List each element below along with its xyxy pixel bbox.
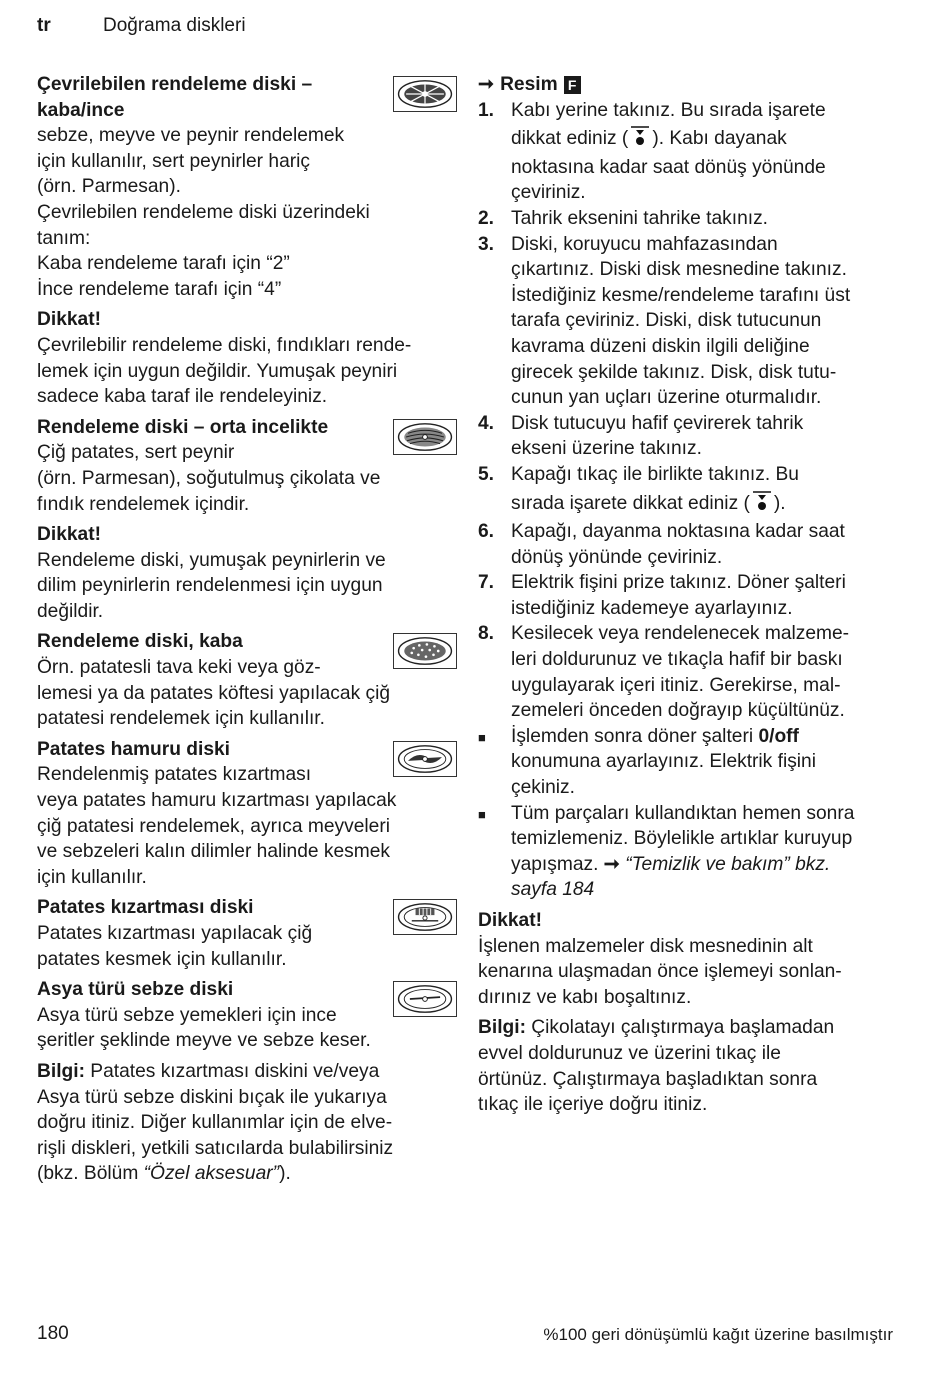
right-column <box>478 72 903 1123</box>
section-body: Asya türü sebze yemekleri için ince şeritler şeklinde meyve ve sebze keser. <box>37 1004 371 1052</box>
info-text: Patates kızartması diskini ve/veya Asya türü sebze diskini bıçak ile yukarıya doğru itiniz. Diğer kullanımlar için de elve- rişli diskleri, yetkili satıcılarda bulabilirsiniz (bkz. Bölüm <box>37 1060 394 1185</box>
warning-reversible-disc <box>37 307 457 409</box>
step-number: 5. <box>478 463 495 485</box>
bullet-square-icon: ■ <box>478 806 486 822</box>
warning-title: Dikkat! <box>37 524 101 546</box>
step-text-part: Kapağı tıkaç ile birlikte takınız. Bu sırada işarete dikkat ediniz ( <box>511 463 799 514</box>
warning-right <box>478 908 903 1010</box>
info-note-left <box>37 1059 457 1187</box>
step-text-part: ). Kabı dayanak noktasına kadar saat dönüş yönünde çeviriniz. <box>511 128 826 204</box>
alignment-mark-icon <box>751 488 773 520</box>
alignment-mark-icon <box>629 123 651 155</box>
page-header-title: Doğrama diskleri <box>103 15 246 36</box>
section-title: Patates kızartması diski <box>37 897 254 919</box>
section-title: Rendeleme diski – orta incelikte <box>37 416 329 438</box>
arrow-right-icon: ➞ <box>603 853 620 875</box>
step-text: Elektrik fişini prize takınız. Döner şalteri istediğiniz kademeye ayarlayınız. <box>511 572 846 619</box>
bullet-text <box>511 801 903 903</box>
figure-letter-badge: F <box>564 76 581 94</box>
section-title: Çevrilebilen rendeleme diski – kaba/ince <box>37 74 313 121</box>
section-asian-vegetable-disc <box>37 977 457 1054</box>
bullet-text-part: konumuna ayarlayınız. Elektrik fişini çekiniz. <box>511 751 816 799</box>
step-text-part: ). <box>773 492 786 514</box>
section-body: Rendelenmiş patates kızartması veya patates hamuru kızartması yapılacak çiğ patatesi rendelemek, ayrıca meyveleri ve sebzeleri kalın dilimler halinde kesmek için kullanılır. <box>37 764 397 888</box>
step-number: 7. <box>478 572 495 594</box>
section-medium-grating-disc <box>37 415 457 517</box>
coarse-grating-disc-icon <box>393 633 457 669</box>
warning-body: Rendeleme diski, yumuşak peynirlerin ve dilim peynirlerin rendelenmesi için uygun değildir. <box>37 549 386 622</box>
instruction-steps <box>478 98 903 903</box>
step-item <box>478 621 903 723</box>
arrow-right-icon: ➞ <box>478 74 495 95</box>
medium-grating-disc-icon <box>393 419 457 455</box>
french-fries-disc-icon <box>393 899 457 935</box>
switch-position-label: 0/off <box>758 725 799 747</box>
step-text: Kesilecek veya rendelenecek malzeme- leri doldurunuz ve tıkaçla hafif bir baskı uygulayarak içeri itiniz. Gerekirse, mal- zemeleri önceden doğrayıp küçültünüz. <box>511 623 850 722</box>
warning-body: İşlenen malzemeler disk mesnedinin alt kenarına ulaşmadan önce işlemeyi sonlan- dırınız ve kabı boşaltınız. <box>478 935 842 1008</box>
section-title: Rendeleme diski, kaba <box>37 631 243 653</box>
bullet-text-part: Tüm parçaları kullandıktan hemen sonra temizlemeniz. Böylelikle artıklar kuruyup yapışmaz. <box>511 802 855 875</box>
section-potato-dough-disc <box>37 737 457 891</box>
section-french-fries-disc <box>37 895 457 972</box>
step-number: 4. <box>478 412 495 434</box>
step-item <box>478 411 903 462</box>
info-reference: “Özel aksesuar” <box>143 1163 280 1185</box>
section-body: Örn. patatesli tava keki veya göz- lemesi ya da patates köftesi yapılacak çiğ patatesi rendelemek için kullanılır. <box>37 657 391 730</box>
step-text: Tahrik eksenini tahrike takınız. <box>511 207 769 229</box>
bullet-square-icon: ■ <box>478 729 486 745</box>
potato-dough-disc-icon <box>393 741 457 777</box>
step-number: 1. <box>478 99 495 121</box>
step-text: Kapağı, dayanma noktasına kadar saat dönüş yönünde çeviriniz. <box>511 521 845 568</box>
cross-reference-link[interactable]: “Temizlik ve bakım” bkz. sayfa 184 <box>511 853 831 901</box>
section-title: Patates hamuru diski <box>37 738 231 760</box>
step-text <box>511 98 903 206</box>
step-item <box>478 206 903 232</box>
figure-reference <box>478 72 903 98</box>
step-item <box>478 232 903 411</box>
step-number: 2. <box>478 207 495 229</box>
warning-body: Çevrilebilir rendeleme diski, fındıkları rende- lemek için uygun değildir. Yumuşak peyniri sadece kaba taraf ile rendeleyiniz. <box>37 334 412 408</box>
asian-vegetable-disc-icon <box>393 981 457 1017</box>
info-text: Çikolatayı çalıştırmaya başlamadan evvel doldurunuz ve üzerini tıkaç ile örtünüz. Çalıştırmaya başladıktan sonra tıkaç ile içeriye doğru itiniz. <box>478 1017 835 1116</box>
warning-title: Dikkat! <box>478 910 542 931</box>
info-label: Bilgi: <box>478 1017 526 1039</box>
bullet-text-part: İşlemden sonra döner şalteri <box>511 725 759 747</box>
warning-medium-disc <box>37 522 457 624</box>
info-text-end: ). <box>279 1163 291 1185</box>
left-column <box>37 72 457 1192</box>
section-body: sebze, meyve ve peynir rendelemek için kullanılır, sert peynirler hariç (örn. Parmesan). Çevrilebilen rendeleme diski üzerindeki tanım: Kaba rendeleme tarafı için “2” İnce rendeleme tarafı için “4” <box>37 125 370 300</box>
step-text <box>511 462 903 519</box>
info-note-right <box>478 1015 903 1117</box>
step-text-part: Kabı yerine takınız. Bu sırada işarete dikkat ediniz ( <box>511 99 826 150</box>
step-item <box>478 462 903 519</box>
bullet-item <box>478 724 903 801</box>
section-coarse-grating-disc <box>37 629 457 731</box>
footer-note: %100 geri dönüşümlü kağıt üzerine basılmıştır <box>543 1325 893 1344</box>
step-text: Disk tutucuyu hafif çevirerek tahrik ekseni üzerine takınız. <box>511 412 804 460</box>
reversible-grating-disc-icon <box>393 76 457 112</box>
bullet-text <box>511 724 903 801</box>
step-number: 3. <box>478 233 495 255</box>
info-label: Bilgi: <box>37 1060 85 1082</box>
step-text: Diski, koruyucu mahfazasından çıkartınız. Diski disk mesnedine takınız. İstediğiniz kesme/rendeleme tarafını üst tarafa çeviriniz. Diski, disk tutucunun kavrama düzeni diskin ilgili deliğine girecek şekilde takınız. Disk, disk tutu- cunun yan uçları üzerine oturmalıdır. <box>511 233 851 409</box>
page-number: 180 <box>37 1323 69 1344</box>
step-item <box>478 570 903 621</box>
section-body: Çiğ patates, sert peynir (örn. Parmesan), soğutulmuş çikolata ve fındık rendelemek içindir. <box>37 442 381 515</box>
bullet-item <box>478 801 903 903</box>
warning-title: Dikkat! <box>37 309 101 331</box>
figure-label: Resim <box>500 74 558 95</box>
section-reversible-grating-disc <box>37 72 457 302</box>
step-number: 8. <box>478 623 495 645</box>
step-number: 6. <box>478 521 495 543</box>
step-item <box>478 98 903 206</box>
section-body: Patates kızartması yapılacak çiğ patates kesmek için kullanılır. <box>37 923 313 970</box>
step-item <box>478 519 903 570</box>
header-language: tr <box>37 15 51 36</box>
section-title: Asya türü sebze diski <box>37 979 234 1001</box>
